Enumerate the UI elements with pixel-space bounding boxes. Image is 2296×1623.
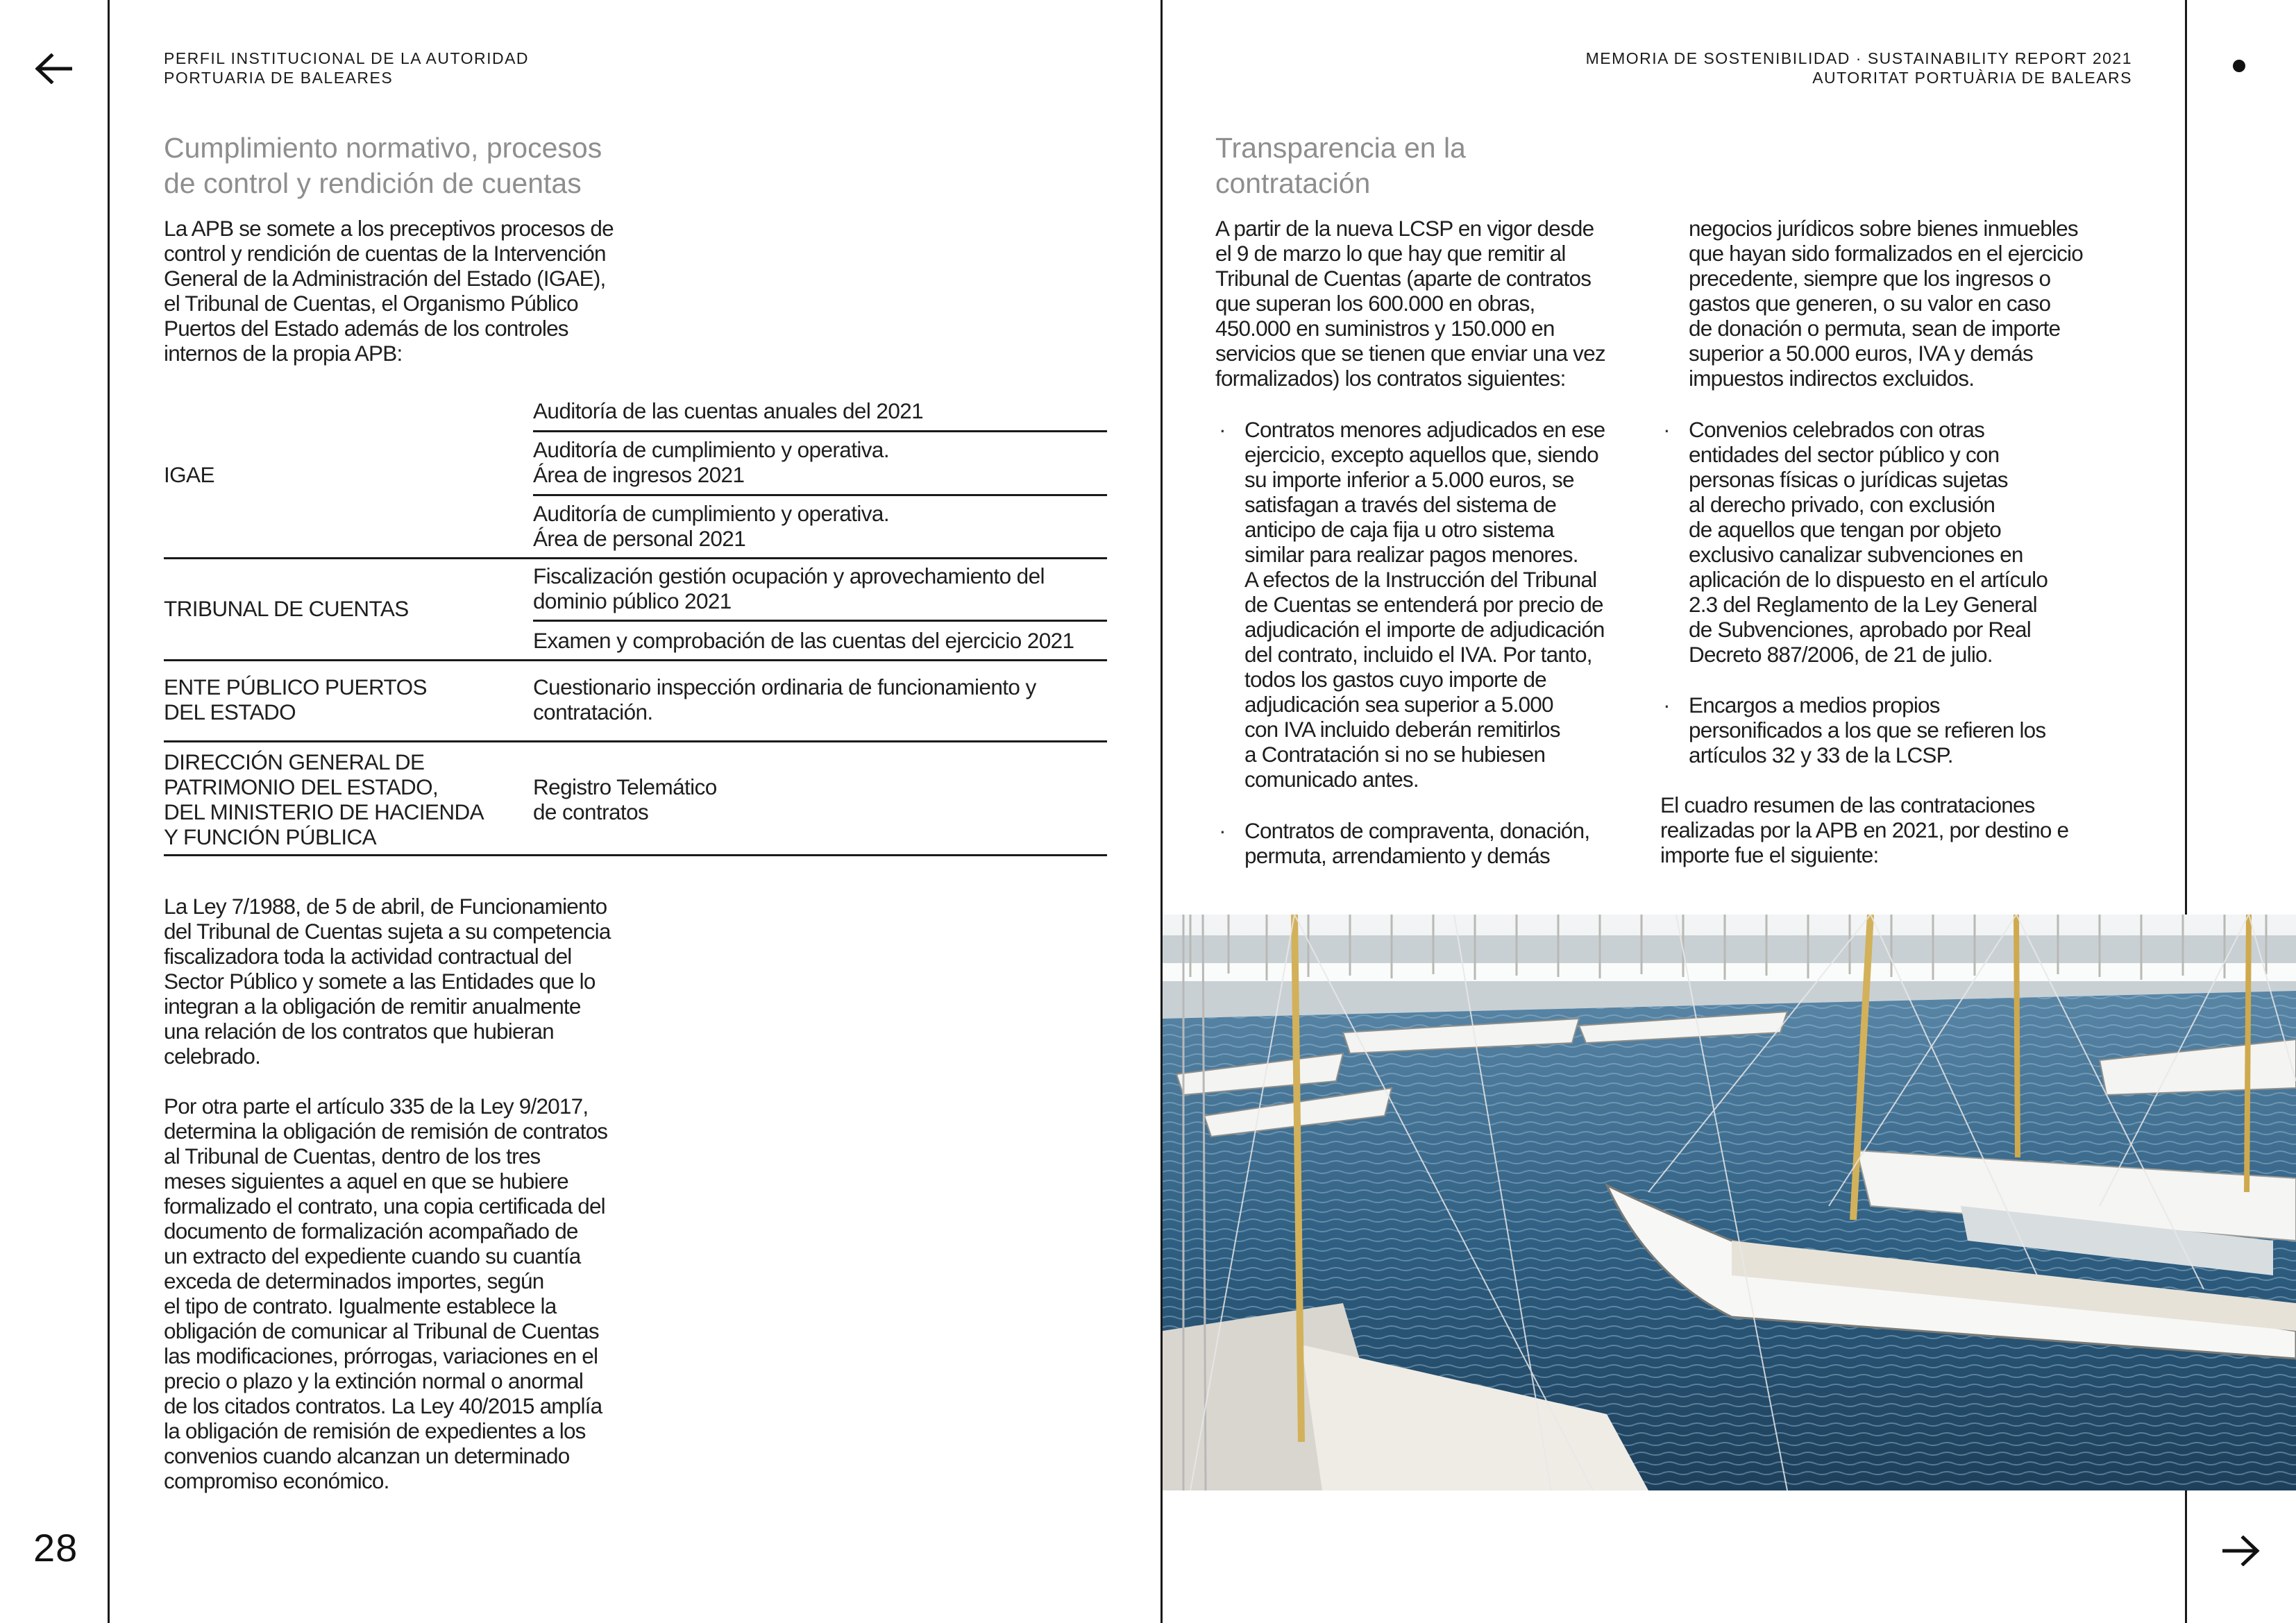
table-cell-item: Fiscalización gestión ocupación y aprovechamiento del dominio público 2021 bbox=[533, 563, 1045, 613]
left-margin-rule bbox=[108, 0, 110, 1623]
text-line: compromiso económico. bbox=[164, 1468, 389, 1493]
text-line: precio o plazo y la extinción normal o anormal bbox=[164, 1368, 584, 1393]
table-rule bbox=[164, 557, 1107, 559]
table-cell-entity: DIRECCIÓN GENERAL DE PATRIMONIO DEL ESTADO, DEL MINISTERIO DE HACIENDA Y FUNCIÓN PÚBLICA bbox=[164, 749, 484, 849]
text-line: Contratos de compraventa, donación, bbox=[1244, 818, 1590, 843]
text-line: ejercicio, excepto aquellos que, siendo bbox=[1244, 442, 1598, 467]
text-line: Decreto 887/2006, de 21 de julio. bbox=[1689, 642, 1993, 667]
text-line: Tribunal de Cuentas (aparte de contratos bbox=[1215, 266, 1592, 291]
text-line: similar para realizar pagos menores. bbox=[1244, 542, 1578, 567]
text-line: formalizados) los contratos siguientes: bbox=[1215, 366, 1566, 391]
text-line: comunicado antes. bbox=[1244, 767, 1419, 792]
text-line: del contrato, incluido el IVA. Por tanto, bbox=[1244, 642, 1592, 667]
text-line: la obligación de remisión de expedientes a los bbox=[164, 1418, 586, 1443]
table-cell-entity: IGAE bbox=[164, 462, 214, 487]
text-line: de Subvenciones, aprobado por Real bbox=[1689, 617, 2031, 642]
text-line: que hayan sido formalizados en el ejercicio bbox=[1689, 241, 2083, 266]
text-line: artículos 32 y 33 de la LCSP. bbox=[1689, 742, 1953, 767]
text-line: permuta, arrendamiento y demás bbox=[1244, 843, 1550, 868]
text-line: las modificaciones, prórrogas, variaciones en el bbox=[164, 1343, 598, 1368]
table-rule bbox=[164, 740, 1107, 742]
text-line: al derecho privado, con exclusión bbox=[1689, 492, 1995, 517]
arrow-left-icon bbox=[35, 53, 72, 84]
text-line: exceda de determinados importes, según bbox=[164, 1268, 544, 1293]
text-line: La APB se somete a los preceptivos procesos de bbox=[164, 216, 614, 241]
table-rule bbox=[533, 494, 1107, 496]
list-item-contratos-compraventa bbox=[1219, 818, 1590, 868]
back-button[interactable] bbox=[31, 46, 76, 92]
text-line: documento de formalización acompañado de bbox=[164, 1218, 578, 1243]
table-cell-item: Registro Telemático de contratos bbox=[533, 774, 717, 824]
header-line: PERFIL INSTITUCIONAL DE LA AUTORIDAD bbox=[164, 49, 530, 67]
text-line: el Tribunal de Cuentas, el Organismo Público bbox=[164, 291, 578, 316]
running-header-left bbox=[164, 49, 529, 87]
text-line: 2.3 del Reglamento de la Ley General bbox=[1689, 592, 2037, 617]
bullet-mark: · bbox=[1219, 417, 1226, 442]
bullet-mark: · bbox=[1219, 818, 1226, 843]
heading-line: Transparencia en la bbox=[1215, 132, 1466, 164]
text-line: de los citados contratos. La Ley 40/2015 amplía bbox=[164, 1393, 602, 1418]
next-button[interactable] bbox=[2218, 1528, 2264, 1574]
table-rule bbox=[533, 620, 1107, 622]
text-line: todos los gastos cuyo importe de bbox=[1244, 667, 1546, 692]
text-line: 450.000 en suministros y 150.000 en bbox=[1215, 316, 1555, 341]
text-line: personas físicas o jurídicas sujetas bbox=[1689, 467, 2008, 492]
table-rule bbox=[533, 430, 1107, 432]
text-line: Puertos del Estado además de los controles bbox=[164, 316, 568, 341]
text-line: Sector Público y somete a las Entidades que lo bbox=[164, 969, 596, 994]
header-line: PORTUARIA DE BALEARES bbox=[164, 69, 394, 87]
text-line: del Tribunal de Cuentas sujeta a su competencia bbox=[164, 919, 611, 944]
text-line: a Contratación si no se hubiesen bbox=[1244, 742, 1546, 767]
compraventa-continuation bbox=[1689, 216, 2083, 391]
running-header-right bbox=[1586, 49, 2132, 87]
summary-lead-paragraph bbox=[1660, 792, 2068, 867]
arrow-right-icon bbox=[2222, 1536, 2260, 1566]
heading-line: contratación bbox=[1215, 167, 1371, 199]
text-line: General de la Administración del Estado (IGAE), bbox=[164, 266, 606, 291]
text-line: satisfagan a través del sistema de bbox=[1244, 492, 1557, 517]
heading-line: Cumplimiento normativo, procesos bbox=[164, 132, 602, 164]
text-line: de donación o permuta, sean de importe bbox=[1689, 316, 2061, 341]
text-line: formalizado el contrato, una copia certificada del bbox=[164, 1193, 605, 1218]
text-line: El cuadro resumen de las contrataciones bbox=[1660, 792, 2035, 817]
table-cell-item: Auditoría de las cuentas anuales del 2021 bbox=[533, 398, 924, 423]
text-line: determina la obligación de remisión de contratos bbox=[164, 1119, 608, 1144]
text-line: de aquellos que tengan por objeto bbox=[1689, 517, 2001, 542]
text-line: un extracto del expediente cuando su cuantía bbox=[164, 1243, 581, 1268]
table-cell-item: Auditoría de cumplimiento y operativa. Área de ingresos 2021 bbox=[533, 437, 889, 487]
paragraph-ley-7-1988 bbox=[164, 894, 611, 1069]
text-line: control y rendición de cuentas de la Intervención bbox=[164, 241, 606, 266]
header-line: AUTORITAT PORTUÀRIA DE BALEARS bbox=[1812, 69, 2132, 87]
text-line: superior a 50.000 euros, IVA y demás bbox=[1689, 341, 2033, 366]
text-line: impuestos indirectos excluidos. bbox=[1689, 366, 1975, 391]
table-cell-entity: TRIBUNAL DE CUENTAS bbox=[164, 596, 409, 621]
paragraph-articulo-335 bbox=[164, 1094, 607, 1493]
text-line: obligación de comunicar al Tribunal de Cuentas bbox=[164, 1318, 599, 1343]
text-line: importe fue el siguiente: bbox=[1660, 842, 1879, 867]
table-cell-item: Auditoría de cumplimiento y operativa. Área de personal 2021 bbox=[533, 501, 889, 551]
text-line: una relación de los contratos que hubieran bbox=[164, 1019, 554, 1044]
text-line: con IVA incluido deberán remitirlos bbox=[1244, 717, 1560, 742]
table-rule bbox=[164, 854, 1107, 856]
text-line: Convenios celebrados con otras bbox=[1689, 417, 1985, 442]
text-line: que superan los 600.000 en obras, bbox=[1215, 291, 1535, 316]
text-line: A efectos de la Instrucción del Tribunal bbox=[1244, 567, 1597, 592]
bullet-dot-icon bbox=[2233, 60, 2245, 72]
text-line: fiscalizadora toda la actividad contractual del bbox=[164, 944, 572, 969]
lcsp-intro-paragraph bbox=[1215, 216, 1605, 391]
section-heading-cumplimiento bbox=[164, 130, 602, 201]
text-line: su importe inferior a 5.000 euros, se bbox=[1244, 467, 1574, 492]
text-line: realizadas por la APB en 2021, por destino e bbox=[1660, 817, 2069, 842]
text-line: celebrado. bbox=[164, 1044, 261, 1069]
table-cell-item: Cuestionario inspección ordinaria de funcionamiento y contratación. bbox=[533, 674, 1036, 724]
text-line: servicios que se tienen que enviar una vez bbox=[1215, 341, 1605, 366]
table-cell-entity: ENTE PÚBLICO PUERTOS DEL ESTADO bbox=[164, 674, 427, 724]
text-line: anticipo de caja fija u otro sistema bbox=[1244, 517, 1554, 542]
text-line: convenios cuando alcanzan un determinado bbox=[164, 1443, 570, 1468]
text-line: precedente, siempre que los ingresos o bbox=[1689, 266, 2051, 291]
text-line: Contratos menores adjudicados en ese bbox=[1244, 417, 1605, 442]
text-line: A partir de la nueva LCSP en vigor desde bbox=[1215, 216, 1594, 241]
text-line: negocios jurídicos sobre bienes inmuebles bbox=[1689, 216, 2078, 241]
section-heading-transparencia bbox=[1215, 130, 1466, 201]
text-line: gastos que generen, o su valor en caso bbox=[1689, 291, 2051, 316]
list-item-contratos-menores bbox=[1219, 417, 1605, 792]
text-line: Encargos a medios propios bbox=[1689, 692, 1940, 717]
bullet-mark: · bbox=[1663, 692, 1670, 717]
text-line: el 9 de marzo lo que hay que remitir al bbox=[1215, 241, 1566, 266]
text-line: Por otra parte el artículo 335 de la Ley 9/2017, bbox=[164, 1094, 589, 1119]
marina-photo bbox=[1163, 915, 2296, 1490]
text-line: de Cuentas se entenderá por precio de bbox=[1244, 592, 1603, 617]
text-line: exclusivo canalizar subvenciones en bbox=[1689, 542, 2023, 567]
text-line: aplicación de lo dispuesto en el artículo bbox=[1689, 567, 2048, 592]
text-line: al Tribunal de Cuentas, dentro de los tres bbox=[164, 1144, 541, 1169]
text-line: entidades del sector público y con bbox=[1689, 442, 2000, 467]
header-line: MEMORIA DE SOSTENIBILIDAD · SUSTAINABILITY REPORT 2021 bbox=[1585, 49, 2132, 67]
intro-paragraph bbox=[164, 216, 614, 366]
table-rule bbox=[164, 659, 1107, 661]
text-line: adjudicación sea superior a 5.000 bbox=[1244, 692, 1553, 717]
text-line: internos de la propia APB: bbox=[164, 341, 403, 366]
page-number: 28 bbox=[33, 1526, 78, 1570]
heading-line: de control y rendición de cuentas bbox=[164, 167, 582, 199]
list-item-convenios bbox=[1663, 417, 2048, 667]
bullet-mark: · bbox=[1663, 417, 1670, 442]
text-line: adjudicación el importe de adjudicación bbox=[1244, 617, 1605, 642]
text-line: el tipo de contrato. Igualmente establece la bbox=[164, 1293, 557, 1318]
text-line: La Ley 7/1988, de 5 de abril, de Funcionamiento bbox=[164, 894, 607, 919]
table-cell-item: Examen y comprobación de las cuentas del ejercicio 2021 bbox=[533, 628, 1074, 653]
text-line: personificados a los que se refieren los bbox=[1689, 717, 2046, 742]
text-line: meses siguientes a aquel en que se hubiere bbox=[164, 1169, 568, 1193]
list-item-encargos bbox=[1663, 692, 2046, 767]
text-line: integran a la obligación de remitir anualmente bbox=[164, 994, 581, 1019]
